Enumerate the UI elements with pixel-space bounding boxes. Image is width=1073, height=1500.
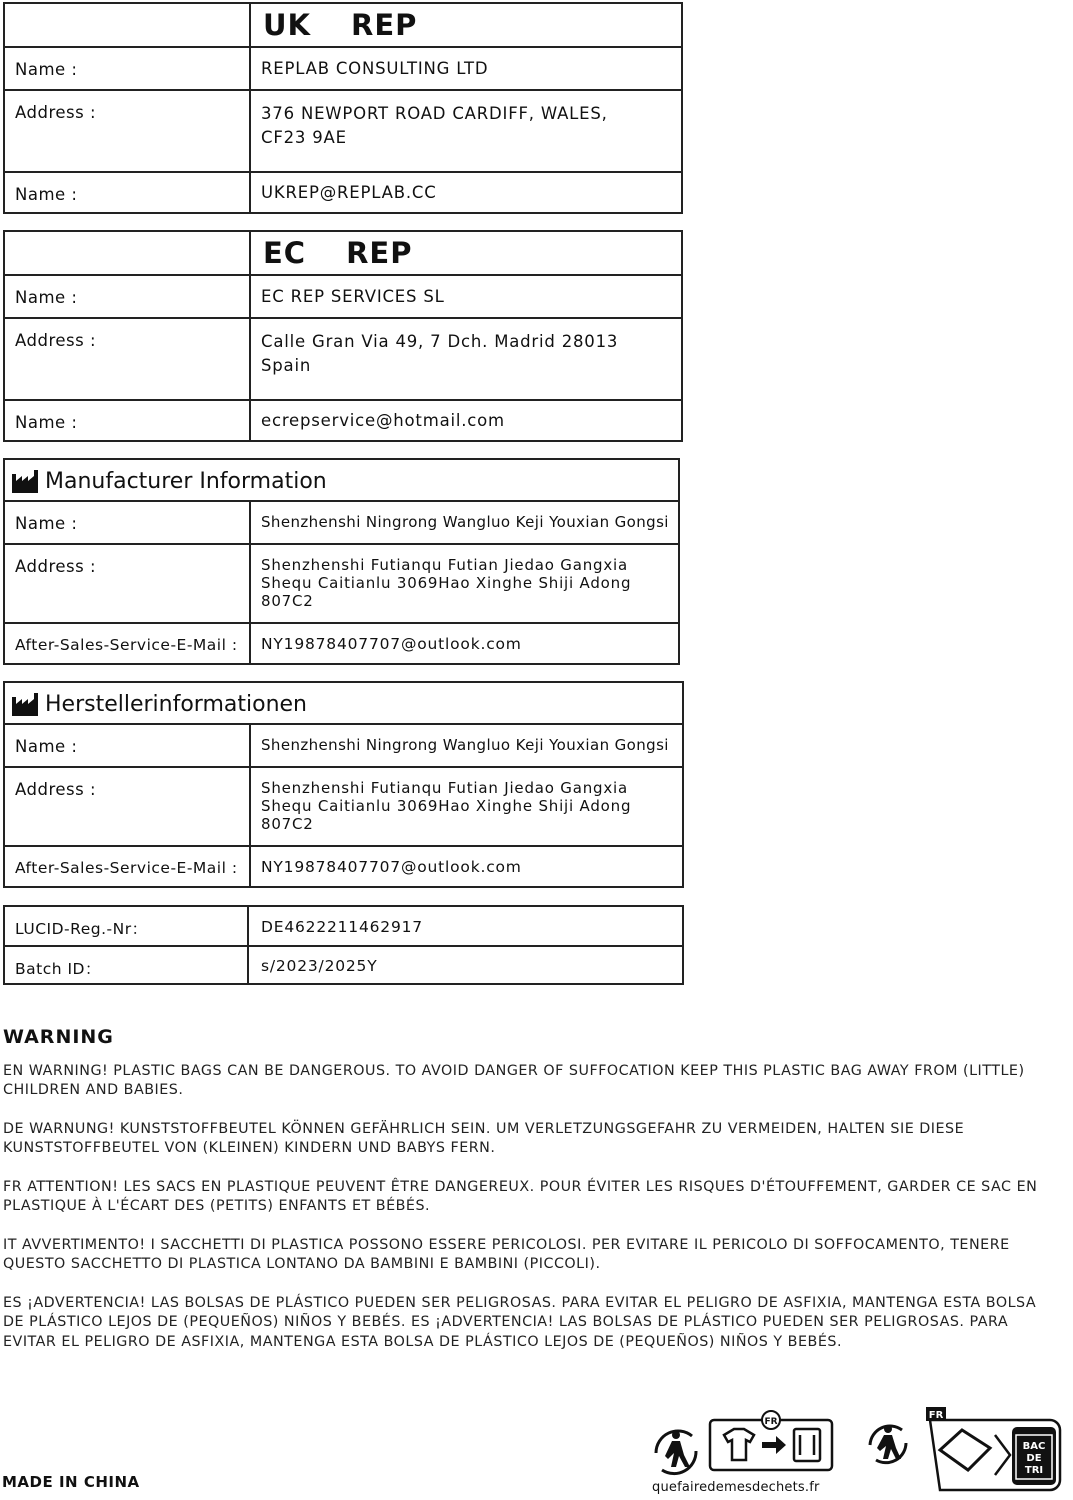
warning-de: DE WARNUNG! KUNSTSTOFFBEUTEL KÖNNEN GEFÄHRLICH SEIN. UM VERLETZUNGSGEFAHR ZU VERMEIDEN, HALTEN SIE DIESE KUNSTSTOFFBEUTEL VON (KLEINEN) KINDERN UND BABYS FERN. <box>3 1121 965 1157</box>
warning-title: WARNING <box>3 1026 114 1048</box>
after-sales-email: NY19878407707@outlook.com <box>261 858 522 876</box>
svg-text:TRI: TRI <box>1024 1465 1044 1476</box>
hersteller-address: Shenzhenshi Futianqu Futian Jiedao Gangxia Shequ Caitianlu 3069Hao Xinghe Shiji Adong 807C2 <box>261 779 632 833</box>
manufacturer-name-row <box>5 500 678 543</box>
name-label: Name : <box>15 413 78 432</box>
svg-text:DE: DE <box>1026 1453 1042 1464</box>
fr-tag-text: FR <box>928 1410 944 1421</box>
address-label: Address : <box>15 780 97 799</box>
tshirt-icon <box>724 1429 754 1460</box>
hersteller-name-row <box>5 723 682 766</box>
after-sales-email-label: After-Sales-Service-E-Mail : <box>15 859 238 877</box>
uk-rep-email-row <box>5 171 681 214</box>
arrow-icon <box>762 1436 786 1454</box>
name-label: Name : <box>15 737 78 756</box>
made-in-china: MADE IN CHINA <box>2 1473 140 1491</box>
warning-it: IT AVVERTIMENTO! I SACCHETTI DI PLASTICA POSSONO ESSERE PERICOLOSI. PER EVITARE IL PERICOLO DI SOFFOCAMENTO, TENERE QUESTO SACCHETTO DI PLASTICA LONTANO DA BAMBINI E BAMBINI (PICCOLI). <box>3 1237 1010 1273</box>
person-icon <box>877 1425 901 1459</box>
manufacturer-email-row <box>5 622 678 665</box>
address-label: Address : <box>15 103 97 122</box>
uk-rep-address: 376 NEWPORT ROAD CARDIFF, WALES, CF23 9AE <box>261 104 608 147</box>
ec-rep-address-row <box>5 317 681 401</box>
uk-rep-name: REPLAB CONSULTING LTD <box>261 59 489 78</box>
after-sales-email: NY19878407707@outlook.com <box>261 635 522 653</box>
svg-text:BAC: BAC <box>1022 1441 1046 1452</box>
name-label: Name : <box>15 185 78 204</box>
person-icon <box>665 1431 690 1467</box>
ec-rep-address: Calle Gran Via 49, 7 Dch. Madrid 28013 Spain <box>261 332 619 375</box>
factory-icon <box>11 468 39 494</box>
ec-rep-email: ecrepservice@hotmail.com <box>261 411 505 430</box>
uk-rep-name-row <box>5 46 681 89</box>
manufacturer-name: Shenzhenshi Ningrong Wangluo Keji Youxian Gongsi <box>261 513 669 531</box>
warning-fr: FR ATTENTION! LES SACS EN PLASTIQUE PEUVENT ÊTRE DANGEREUX. POUR ÉVITER LES RISQUES D'ÉTOUFFEMENT, GARDER CE SAC EN PLASTIQUE À L'ÉCART DES (PETITS) ENFANTS ET BÉBÉS. <box>3 1179 1038 1215</box>
triman-url: quefairedemesdechets.fr <box>652 1480 820 1495</box>
uk-rep-title: UK REP <box>263 8 418 42</box>
uk-rep-address-row <box>5 89 681 173</box>
batch-id: s/2023/2025Y <box>261 957 378 975</box>
ec-rep-title: EC REP <box>263 236 413 270</box>
address-label: Address : <box>15 331 97 350</box>
fr-badge-text: FR <box>764 1417 778 1427</box>
hersteller-email-row <box>5 845 682 888</box>
warning-en: EN WARNING! PLASTIC BAGS CAN BE DANGEROUS. TO AVOID DANGER OF SUFFOCATION KEEP THIS PLASTIC BAG AWAY FROM (LITTLE) CHILDREN AND BABIES. <box>3 1063 1025 1099</box>
batch-label: Batch ID： <box>15 960 101 978</box>
uk-rep-email: UKREP@REPLAB.CC <box>261 183 437 202</box>
manufacturer-address-row <box>5 543 678 624</box>
ec-rep-name: EC REP SERVICES SL <box>261 287 445 306</box>
manufacturer-info-table <box>3 458 680 665</box>
name-label: Name : <box>15 514 78 533</box>
ec-rep-name-row <box>5 274 681 317</box>
batch-row <box>5 945 682 985</box>
hersteller-heading: Herstellerinformationen <box>11 687 307 721</box>
registration-table <box>3 905 684 985</box>
factory-icon <box>11 691 39 717</box>
arrow-shape <box>995 1435 1010 1475</box>
lucid-label: LUCID-Reg.-Nr： <box>15 920 148 938</box>
manufacturer-address: Shenzhenshi Futianqu Futian Jiedao Gangxia Shequ Caitianlu 3069Hao Xinghe Shiji Adong 807C2 <box>261 556 632 610</box>
ec-rep-email-row <box>5 399 681 442</box>
ec-rep-table <box>3 230 683 442</box>
manufacturer-heading: Manufacturer Information <box>11 464 327 498</box>
warning-es: ES ¡ADVERTENCIA! LAS BOLSAS DE PLÁSTICO PUEDEN SER PELIGROSAS. PARA EVITAR EL PELIGRO DE ASFIXIA, MANTENGA ESTA BOLSA DE PLÁSTICO LEJOS DE (PEQUEÑOS) NIÑOS Y BEBÉS. ES ¡ADVERTENCIA! LAS BOLSAS DE PLÁSTICO PUEDEN SER PELIGROSAS. PARA EVITAR EL PELIGRO DE ASFIXIA, MANTENGA ESTA BOLSA DE PLÁSTICO LEJOS DE (PEQUEÑOS) NIÑOS Y BEBÉS. <box>3 1295 1037 1350</box>
lucid-number: DE4622211462917 <box>261 918 423 936</box>
hersteller-name: Shenzhenshi Ningrong Wangluo Keji Youxian Gongsi <box>261 736 669 754</box>
bag-icon <box>940 1430 990 1470</box>
lucid-row <box>5 907 682 945</box>
address-label: Address : <box>15 557 97 576</box>
herstellerinformationen-table <box>3 681 684 888</box>
hersteller-address-row <box>5 766 682 847</box>
container-icon <box>794 1429 820 1461</box>
after-sales-email-label: After-Sales-Service-E-Mail : <box>15 636 238 654</box>
name-label: Name : <box>15 60 78 79</box>
uk-rep-table <box>3 2 683 214</box>
bin-icon <box>1012 1427 1056 1485</box>
name-label: Name : <box>15 288 78 307</box>
